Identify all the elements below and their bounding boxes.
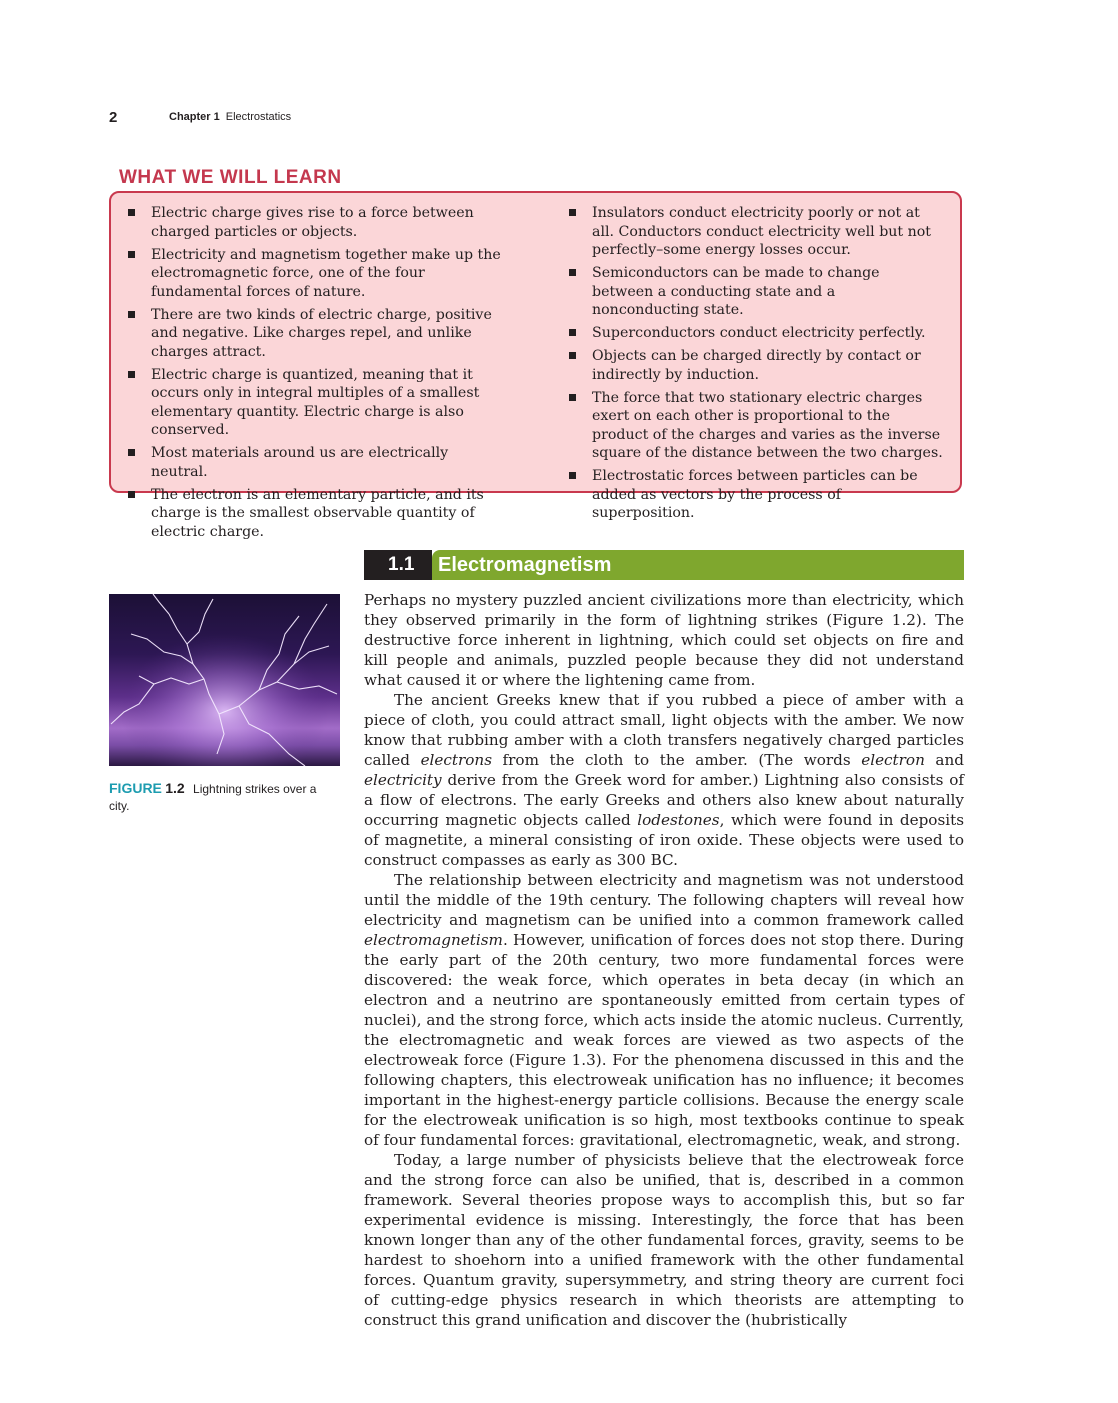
text-run: . However, unification of forces does not stop there. During the early part of the 20th century, two more fundamental forces were discovered: the weak force, which operates in beta decay (in which an electron and a neutrino are spontaneously emitted from certain types of nuclei), and the strong force, which acts inside the atomic nucleus. Currently, the electromagnetic and weak forces are viewed as two aspects of the electroweak force (Figure 1.3). For the phenomena discussed in this and the following chapters, this electroweak unification has no influence; it becomes important in the highest-energy particle collisions. Because the energy scale for the electroweak unification is so high, most textbooks continue to speak of four fundamental forces: gravitational, electromagnetic, weak, and strong. — [364, 931, 964, 1149]
learn-item: Semiconductors can be made to change between a conducting state and a nonconducting state. — [566, 264, 944, 320]
text-run: The ancient Greeks knew that if you rubbed a piece of amber with a piece of cloth, you could attract small, light objects with the amber. We now know that rubbing amber with a cloth transfers negatively charged particles called — [364, 691, 964, 769]
term-lodestones: lodestones — [637, 811, 720, 829]
page-number: 2 — [109, 108, 118, 126]
chapter-title: Electrostatics — [225, 111, 292, 123]
figure-caption-text: Lightning strikes over a city. — [109, 782, 317, 813]
what-we-will-learn-box — [109, 191, 962, 540]
term-electron: electron — [861, 751, 925, 769]
lightning-bolts-graphic — [109, 594, 340, 766]
term-electrons: electrons — [420, 751, 492, 769]
learn-list-left — [125, 204, 507, 546]
text-run: , which were found in deposits of magnetite, a mineral consisting of iron oxide. These objects were used to construct compasses as early as 300 BC. — [364, 811, 964, 869]
section-number-block — [364, 550, 432, 580]
paragraph-4: Today, a large number of physicists believe that the electroweak force and the strong force can also be unified, that is, described in a common framework. Several theories propose ways to accomplish this, but so far experimental evidence is missing. Interestingly, the force that has been known longer than any of the other fundamental forces, gravity, seems to be hardest to shoehorn into a unified framework with the other fundamental forces. Quantum gravity, supersymmetry, and string theory are current foci of cutting-edge physics research in which theorists are attempting to construct this grand unification and discover the (hubristically — [364, 1151, 964, 1329]
learn-list-right — [566, 204, 944, 527]
section-heading — [364, 550, 964, 580]
learn-item: Electrostatic forces between particles can be added as vectors by the process of superposition. — [566, 467, 944, 523]
learn-item: Insulators conduct electricity poorly or not at all. Conductors conduct electricity well but not perfectly–some energy losses occur. — [566, 204, 944, 260]
running-header — [109, 107, 291, 127]
learn-item: The force that two stationary electric charges exert on each other is proportional to the product of the charges and varies as the inverse square of the distance between the two charges. — [566, 389, 944, 463]
body-text — [364, 590, 964, 1330]
paragraph-3 — [364, 870, 964, 1150]
paragraph-2 — [364, 690, 964, 870]
learn-item: Superconductors conduct electricity perfectly. — [566, 324, 944, 343]
text-run: derive from the Greek word for amber.) Lightning also consists of a flow of electrons. The early Greeks and others also knew about naturally occurring magnetic objects called — [364, 771, 964, 829]
section-title: Electromagnetism — [438, 554, 612, 576]
text-run: and — [924, 751, 964, 769]
lightning-photo — [109, 594, 340, 766]
section-number: 1.1 — [388, 554, 415, 575]
text-run: from the cloth to the amber. (The words — [491, 751, 862, 769]
section-title-block — [432, 550, 964, 580]
term-electromagnetism: electromagnetism — [364, 931, 503, 949]
learn-item: Electricity and magnetism together make up the electromagnetic force, one of the four fundamental forces of nature. — [125, 246, 507, 302]
learn-item: Most materials around us are electrically neutral. — [125, 444, 507, 481]
text-run: The relationship between electricity and magnetism was not understood until the middle of the 19th century. The following chapters will reveal how electricity and magnetism can be unified into a common framework called — [364, 871, 964, 929]
paragraph-1: Perhaps no mystery puzzled ancient civilizations more than electricity, which they observed primarily in the form of lightning strikes (Figure 1.2). The destructive force inherent in lightning, which could set objects on fire and kill people and animals, puzzled people because they did not understand what caused it or where the lightening came from. — [364, 591, 964, 689]
chapter-label: Chapter 1 — [169, 111, 220, 123]
learn-item: Objects can be charged directly by contact or indirectly by induction. — [566, 347, 944, 384]
learn-item: Electric charge gives rise to a force between charged particles or objects. — [125, 204, 507, 241]
figure-caption — [109, 780, 319, 815]
learn-item: Electric charge is quantized, meaning that it occurs only in integral multiples of a smallest elementary quantity. Electric charge is also conserved. — [125, 366, 507, 440]
term-electricity: electricity — [364, 771, 442, 789]
what-we-will-learn-title: WHAT WE WILL LEARN — [119, 167, 342, 188]
learn-item: The electron is an elementary particle, and its charge is the smallest observable quantity of electric charge. — [125, 486, 507, 542]
figure-number: 1.2 — [165, 780, 185, 796]
figure-label: FIGURE — [109, 780, 162, 796]
learn-item: There are two kinds of electric charge, positive and negative. Like charges repel, and unlike charges attract. — [125, 306, 507, 362]
